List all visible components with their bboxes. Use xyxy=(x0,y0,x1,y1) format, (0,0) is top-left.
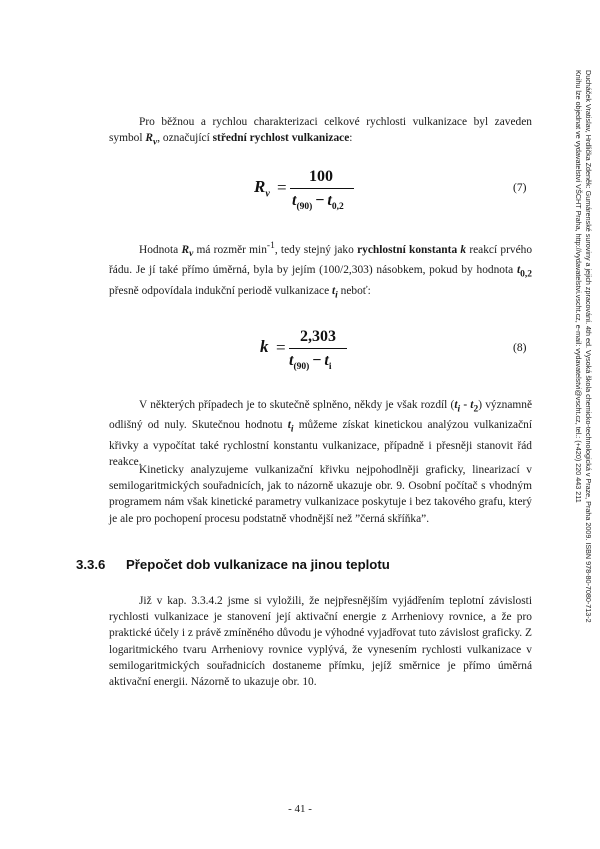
text-run: neboť: xyxy=(337,284,371,297)
bold-term: rychlostní konstanta xyxy=(357,243,458,256)
paragraph-difference: V některých případech je to skutečně splněno, někdy je však rozdíl $(t_i - t_2)$ významně odlišný od nuly. Skutečnou hodnotu $t_i$ můžeme získat kinetickou analýzou vulkanizační křivky a vypočítat také rychlostní konstantu vulkanizace, případně i přesněji stanovit řád reakce. xyxy=(109,399,532,469)
superscript: -1 xyxy=(266,241,275,251)
paragraph-intro xyxy=(109,114,532,151)
equation-numerator: 2,303 xyxy=(300,328,336,345)
text-run: : xyxy=(349,132,353,145)
symbol-subscript: 0,2 xyxy=(520,269,532,280)
symbol-subscript: i xyxy=(335,290,338,301)
equation-lhs: $R_v$ xyxy=(254,177,270,200)
paragraph-arrhenius xyxy=(109,593,532,690)
symbol-rv: R xyxy=(181,243,190,256)
text-run: má rozměr min xyxy=(193,243,267,256)
section-heading xyxy=(76,557,390,572)
bold-term: střední rychlost vulkanizace xyxy=(212,132,350,145)
paragraph-kinetic-analysis xyxy=(109,462,532,527)
equals-sign: = xyxy=(277,178,287,197)
equation-denominator: $t_{(90)} - t_i$ xyxy=(289,352,332,373)
text-run: ) významně odlišný od nuly. Skutečnou hodnotu xyxy=(109,399,532,432)
symbol-k: k xyxy=(460,243,467,256)
symbol-subscript: v xyxy=(153,137,158,148)
equation-8 xyxy=(0,322,600,382)
section-title: Přepočet dob vulkanizace na jinou teplotu xyxy=(126,557,390,572)
equation-number: (7) xyxy=(513,182,527,194)
text-run: V některých případech je to skutečně splněno, někdy je však rozdíl ( xyxy=(139,399,455,411)
symbol-ti: t xyxy=(332,284,336,297)
fraction-bar xyxy=(289,348,347,349)
symbol-subscript: v xyxy=(189,249,194,260)
text-run: Kineticky analyzujeme vulkanizační křivku nejpohodlněji graficky, linearizací v semilogaritmických souřadnicích, jak to názorně ukazuje obr. 9. Osobní počítač s vhodným programem nám však kinetické parametry vulkanizace poskytuje i bez takového grafu, který je ale pro pochopení procesu podstatně vhodnější než ”černá skříňka”. xyxy=(109,464,532,525)
text-run: , tedy stejný jako xyxy=(274,243,358,256)
symbol-rv: R xyxy=(145,132,154,145)
citation-line: Ducháček Vratislav, Hrdlička Zdeněk: Gumárenské suroviny a jejich zpracování. 4th ed. Vysoká škola chemicko-technologická v Praze, Praha 2009. ISBN 978-80-7080-713-2 xyxy=(584,70,593,623)
text-run: reakcí prvého řádu. Je jí také přímo úměrná, byla by jejím (100/2,303) násobkem, pokud by hodnota xyxy=(109,243,533,277)
text-run: přesně odpovídala indukční periodě vulkanizace xyxy=(109,284,332,297)
paragraph-rv-units xyxy=(109,238,532,303)
fraction-bar xyxy=(290,188,354,189)
equation-denominator: $t_{(90)} - t_{0,2}$ xyxy=(292,192,344,213)
section-number: 3.3.6 xyxy=(76,557,106,572)
equation-number: (8) xyxy=(513,342,527,354)
equation-numerator: 100 xyxy=(309,168,333,185)
side-citation xyxy=(573,70,593,770)
equation-lhs: k xyxy=(260,337,269,356)
text-run: , označující xyxy=(157,132,213,145)
text-run: můžeme získat kinetickou analýzou vulkanizační křivky a vypočítat také rychlostní konstantu vulkanizace, případně i přesněji stanovit řád reakce. xyxy=(109,419,532,469)
page-number: - 41 - xyxy=(288,803,312,815)
text-run: Hodnota xyxy=(139,243,182,256)
order-info-line: Knihu lze objednat ve vydavatelství VŠCHT Praha, http://vydavatelstvi.vscht.cz, e-mail: vydavatelstvi@vscht.cz, tel.: (+420) 220 443 211 xyxy=(574,70,584,503)
symbol-t02: t xyxy=(516,264,521,277)
text-run: Pro běžnou a rychlou charakterizaci celkové rychlosti vulkanizace byl zaveden symbol xyxy=(109,116,532,145)
text-run: Již v kap. 3.3.4.2 jsme si vyložili, že nejpřesnějším vyjádřením teplotní závislosti rychlosti vulkanizace je stanovení její aktivační energie z Arrheniovy rovnice, a že pro praktické účely i z právě zmíněného důvodu je výhodné vyjadřovat tuto závislost graficky. Z logaritmického tvaru Arrheniovy rovnice vyplývá, že vynesením rychlosti vulkanizace v semilogaritmických souřadnicích dostaneme přímku, jejíž směrnice je přímo úměrná aktivační energii. Názorně to ukazuje obr. 10. xyxy=(109,595,532,689)
equation-7 xyxy=(0,160,600,220)
equals-sign: = xyxy=(276,338,286,357)
